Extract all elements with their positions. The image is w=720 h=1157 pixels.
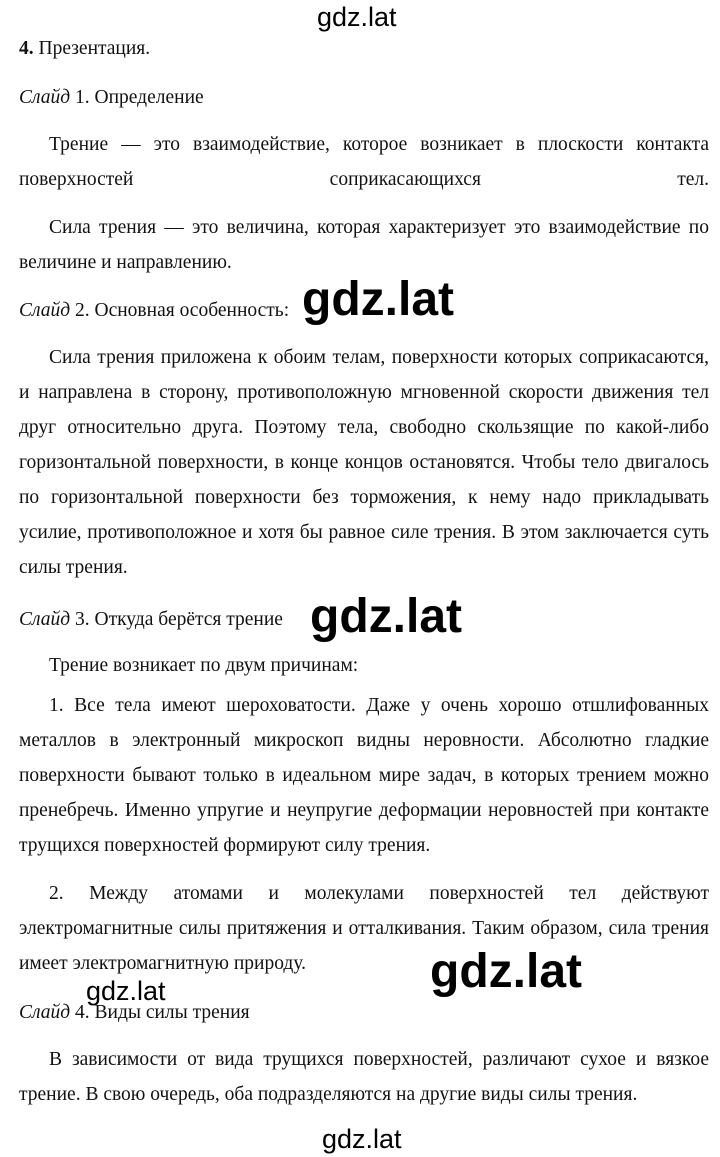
watermark-bottom: gdz.lat [322,1124,402,1154]
section-number: 4. [19,38,34,59]
slide-3-heading: 3. Откуда берётся трение [75,609,283,630]
slide-2-heading: 2. Основная особенность: [75,300,290,321]
slide-4-label: Слайд [19,1002,71,1023]
section-heading [19,37,150,61]
watermark-middle-right: gdz.lat [430,945,582,998]
slide-2-paragraph-1: Сила трения приложена к обоим телам, поверхности которых соприкасаются, и направлена в сторону, противоположную мгновенной скорости движения тел друг относительно друга. Поэтому тела, свободно скользящие по какой-либо горизонтальной поверхности, в конце концов остановятся. Чтобы тело двигалось по горизонтальной поверхности без торможения, к нему надо прикладывать усилие, противоположное и хотя бы равное силе трения. В этом заключается суть силы трения. [19,347,709,578]
slide-3-paragraph-2: 1. Все тела имеют шероховатости. Даже у очень хорошо отшлифованных металлов в электронный микроскоп видны неровности. Абсолютно гладкие поверхности бывают только в идеальном мире задач, в которых трением можно пренебречь. Именно упругие и неупругие деформации неровностей при контакте трущихся поверхностей формируют силу трения. [19,695,709,856]
slide-4-title [19,1001,250,1025]
slide-4-paragraph-1: В зависимости от вида трущихся поверхностей, различают сухое и вязкое трение. В свою очередь, оба подразделяются на другие виды силы трения. [19,1049,709,1105]
slide-1-paragraph-1: Трение — это взаимодействие, которое возникает в плоскости контакта поверхностей соприкасающихся тел. [19,134,709,190]
slide-4-heading: 4. Виды силы трения [75,1002,250,1023]
slide-3-title [19,608,283,632]
watermark-slide2: gdz.lat [302,273,454,326]
watermark-left: gdz.lat [86,976,166,1006]
slide-1-paragraph-2: Сила трения — это величина, которая характеризует это взаимодействие по величине и направлению. [19,217,709,273]
slide-3-label: Слайд [19,609,71,630]
watermark-slide3: gdz.lat [310,590,462,643]
slide-3-paragraph-3: 2. Между атомами и молекулами поверхностей тел действуют электромагнитные силы притяжения и отталкивания. Таким образом, сила трения имеет электромагнитную природу. [19,883,709,974]
slide-2-label: Слайд [19,300,71,321]
slide-1-title [19,86,204,110]
watermark-top: gdz.lat [317,2,397,32]
section-title: Презентация. [38,38,151,59]
slide-3-paragraph-1: Трение возникает по двум причинам: [49,655,359,676]
slide-2-title [19,299,289,323]
slide-1-heading: 1. Определение [75,87,204,108]
slide-1-label: Слайд [19,87,71,108]
